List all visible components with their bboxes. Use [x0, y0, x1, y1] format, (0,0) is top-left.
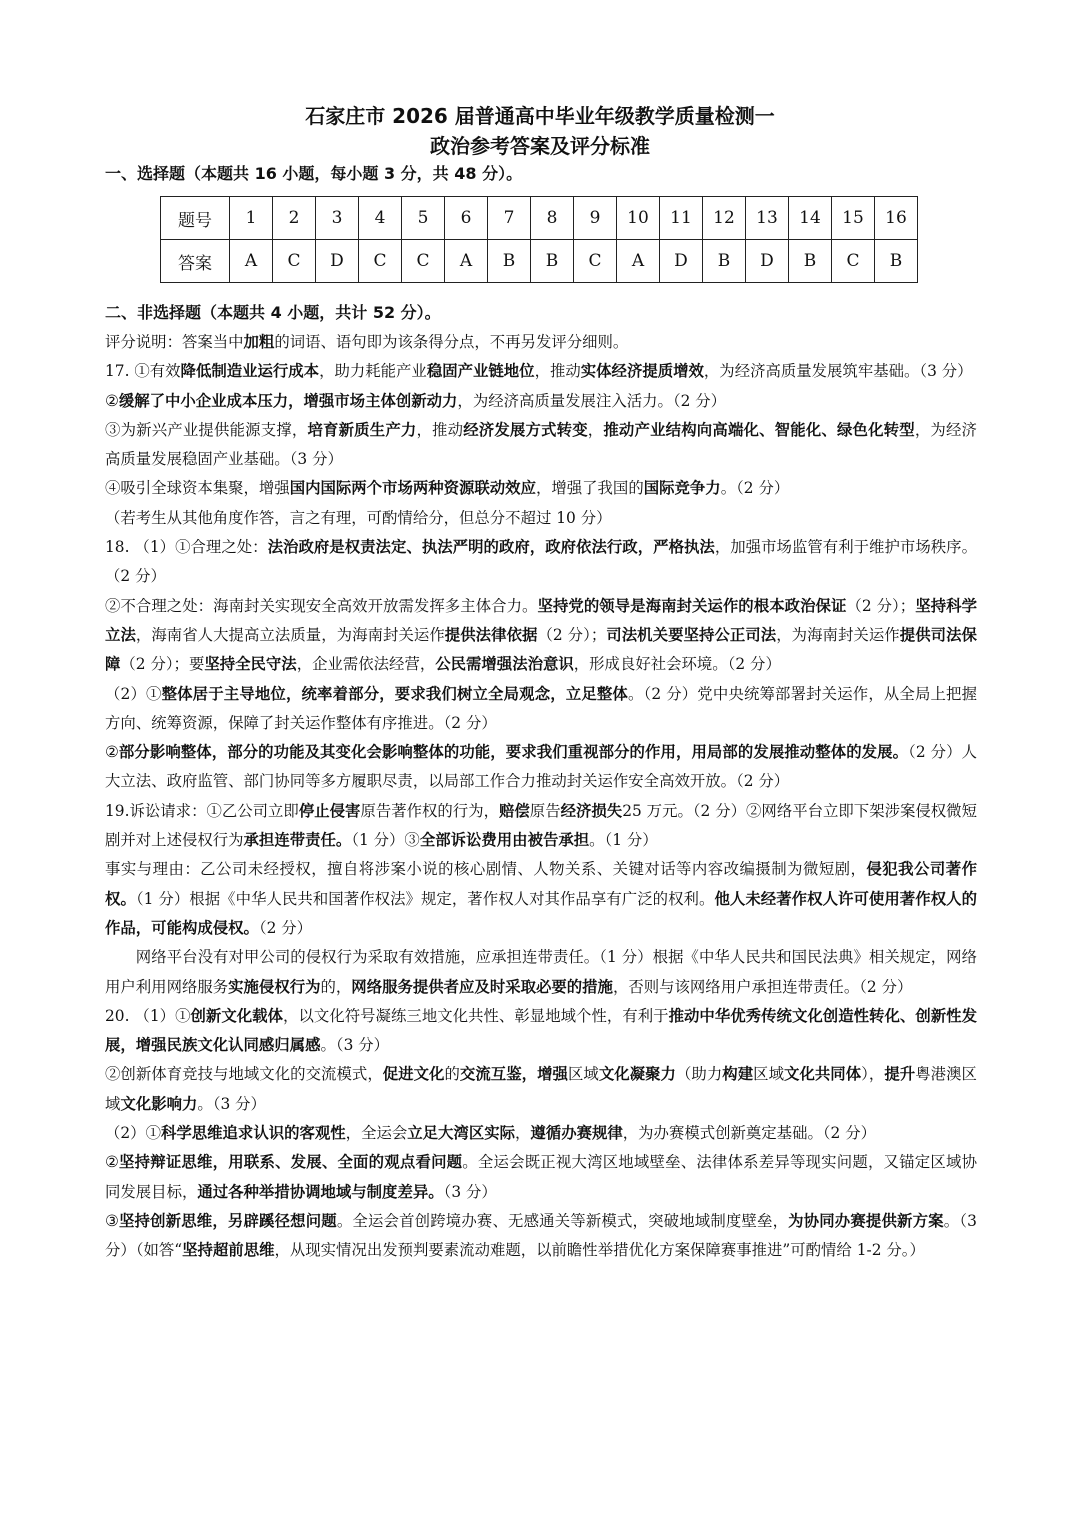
answer-text: ④吸引全球资本集聚，增强	[105, 479, 290, 498]
answer-cell: A	[230, 240, 273, 283]
answer-text: 20. （1）①	[105, 1006, 191, 1025]
answer-paragraph	[105, 680, 977, 739]
answer-text: （1 分）根据《中华人民共和国著作权法》规定，著作权人对其作品享有广泛的权利。	[135, 889, 715, 908]
answer-paragraph	[105, 797, 977, 856]
key-point-text: 交流互鉴，增强	[459, 1065, 568, 1084]
question-number-cell: 16	[875, 197, 918, 240]
section-heading-nonchoice: 二、非选择题（本题共 4 小题，共计 52 分）。	[105, 303, 441, 322]
answer-paragraph	[105, 357, 977, 386]
question-number-cell: 9	[574, 197, 617, 240]
answer-cell: D	[660, 240, 703, 283]
answer-paragraph	[105, 504, 977, 533]
answer-text: 的，	[320, 977, 352, 996]
answer-text: ②	[105, 1153, 120, 1172]
answer-paragraph	[105, 387, 977, 416]
answer-text: ②	[105, 743, 119, 762]
question-number-cell: 8	[531, 197, 574, 240]
key-point-text: 坚持党的领导是海南封关运作的根本政治保证	[537, 596, 847, 615]
answer-text: （助力	[675, 1065, 723, 1084]
key-point-text: 侵犯我公司著作权。	[105, 860, 977, 908]
answer-text: ），	[861, 1065, 885, 1084]
answer-text: ②	[105, 391, 119, 410]
key-point-text: 坚持超前思维	[182, 1241, 275, 1260]
answer-text: ，为办赛模式创新奠定基础。（2 分）	[622, 1124, 877, 1143]
answer-text: 。（2 分）党中央统筹部署封关运作，从全局上把握方向、统筹资源，保障了封关运作整体有序推进。（2 分）	[105, 684, 977, 732]
answer-text: 。全运会首创跨境办赛、无感通关等新模式，突破地域制度壁垒，	[336, 1211, 789, 1230]
key-point-text: 培育新质生产力	[307, 420, 417, 439]
answer-text: ③为新兴产业提供能源支撑，	[105, 420, 308, 439]
question-number-cell: 13	[746, 197, 789, 240]
answer-text: 18. （1）①合理之处：	[105, 538, 268, 557]
key-point-text: 文化影响力	[120, 1094, 198, 1113]
answer-text: ，	[587, 420, 604, 439]
question-number-cell: 15	[832, 197, 875, 240]
key-point-text: 法治政府是权责法定、执法严明的政府，政府依法行政，严格执法	[267, 538, 715, 557]
answer-text: 的	[444, 1065, 460, 1084]
answer-text: 17. ①有效	[105, 362, 181, 381]
answer-paragraph	[105, 738, 977, 797]
answer-text: 区域	[567, 1065, 599, 1084]
key-point-text: 国际竞争力	[643, 479, 721, 498]
key-point-text: 文化凝聚力	[598, 1065, 676, 1084]
answer-text: 。（3 分）	[197, 1094, 266, 1113]
question-number-cell: 6	[445, 197, 488, 240]
answer-text: ，为经济高质量发展注入活力。（2 分）	[457, 391, 727, 410]
answer-cell: C	[832, 240, 875, 283]
answer-text: 评分说明：答案当中	[105, 333, 244, 351]
answer-text: ，推动	[534, 362, 581, 381]
key-point-text: 降低制造业运行成本	[180, 362, 320, 381]
key-point-text: 立足大湾区实际	[407, 1124, 515, 1143]
answer-text: 。（3 分）	[320, 1036, 390, 1055]
answer-cell: C	[273, 240, 316, 283]
answer-paragraph	[105, 474, 977, 503]
answer-text: （3 分）	[443, 1182, 497, 1201]
key-point-text: 整体居于主导地位，统率着部分，要求我们树立全局观念，立足整体	[161, 684, 628, 703]
question-number-cell: 7	[488, 197, 531, 240]
answer-paragraph	[105, 1060, 977, 1119]
answer-text: ，	[515, 1124, 531, 1143]
answer-text: 的词语、语句即为该条得分点，不再另发评分细则。	[274, 333, 629, 351]
answer-text: ，为经济高质量发展筑牢基础。（3 分）	[703, 362, 973, 381]
answer-text: 。全运会既正视大湾区地域壁垒、法律体系差异等现实问题，又锚定区域协同发展目标，	[105, 1153, 977, 1201]
key-point-text: 推动中华优秀传统文化创造性转化、创新性发展，增强民族文化认同感归属感	[105, 1006, 977, 1055]
answer-cell: C	[402, 240, 445, 283]
answer-paragraph	[105, 328, 977, 357]
answer-cell: A	[617, 240, 660, 283]
answer-paragraph	[105, 943, 977, 1002]
answer-cell: C	[359, 240, 402, 283]
key-point-text: 坚持创新思维，另辟蹊径想问题	[118, 1211, 337, 1230]
answer-text: ，从现实情况出发预判要素流动难题，以前瞻性举措优化方案保障赛事推进”可酌情给 1-2 分。）	[274, 1241, 925, 1260]
key-point-text: 促进文化	[382, 1065, 445, 1084]
answer-cell: B	[703, 240, 746, 283]
answer-text: 区域	[753, 1065, 785, 1084]
key-point-text: 遵循办赛规律	[530, 1124, 623, 1143]
answer-paragraph	[105, 855, 977, 943]
answer-text: ，为海南封关运作	[776, 625, 900, 644]
key-point-text: 实施侵权行为	[228, 977, 321, 996]
answer-text: ③	[105, 1211, 119, 1230]
key-point-text: 国内国际两个市场两种资源联动效应	[289, 479, 536, 498]
key-point-text: 创新文化载体	[190, 1006, 284, 1025]
answer-text: （2 分）；	[537, 625, 607, 644]
key-point-text: 推动产业结构向高端化、智能化、绿色化转型	[603, 420, 915, 439]
answer-text: （2）①	[105, 1124, 161, 1143]
answer-text: 。（2 分）	[720, 479, 790, 498]
answer-paragraph	[105, 1002, 977, 1061]
answer-text: ，为经济高质量发展稳固产业基础。（3 分）	[105, 420, 977, 469]
answer-cell: C	[574, 240, 617, 283]
answer-text: 原告著作权的行为，	[360, 801, 499, 820]
key-point-text: 坚持辩证思维，用联系、发展、全面的观点看问题	[119, 1153, 463, 1172]
answer-text: 网络平台没有对甲公司的侵权行为采取有效措施，应承担连带责任。（1 分）根据《中华人民共和国民法典》相关规定，网络用户利用网络服务	[105, 948, 977, 996]
answer-text: 粤港澳区域	[105, 1065, 977, 1113]
key-point-text: 坚持全民守法	[204, 655, 297, 674]
key-point-text: 缓解了中小企业成本压力，增强市场主体创新动力	[118, 391, 458, 410]
answer-text: （2 分）；	[846, 596, 916, 615]
answer-text: （2 分）；要	[120, 655, 205, 674]
key-point-text: 赔偿	[499, 801, 530, 820]
key-point-text: 司法机关要坚持公正司法	[606, 625, 777, 644]
section-heading-choice: 一、选择题（本题共 16 小题，每小题 3 分，共 48 分）。	[105, 164, 523, 183]
answer-table	[160, 196, 918, 283]
answer-text: ，形成良好社会环境。（2 分）	[573, 655, 781, 674]
answer-text: ，推动	[416, 420, 464, 439]
answer-paragraph	[105, 1207, 977, 1266]
answer-cell: B	[531, 240, 574, 283]
row-label-question: 题号	[161, 197, 230, 240]
answer-cell: A	[445, 240, 488, 283]
answer-text: （2 分）人大立法、政府监管、部门协同等多方履职尽责，以局部工作合力推动封关运作安全高效开放。（2 分）	[105, 743, 977, 791]
key-point-text: 他人未经著作权人许可使用著作权人的作品，可能构成侵权。	[105, 889, 977, 937]
key-point-text: 承担连带责任。	[243, 831, 352, 850]
question-number-row	[161, 197, 918, 240]
question-number-cell: 3	[316, 197, 359, 240]
key-point-text: 加粗	[243, 333, 275, 351]
answer-text: 19.诉讼请求：①乙公司立即	[105, 801, 299, 820]
answer-text: ，否则与该网络用户承担连带责任。（2 分）	[612, 977, 913, 996]
key-point-text: 稳固产业链地位	[426, 362, 535, 381]
key-point-text: 停止侵害	[298, 801, 361, 820]
answer-text: ，以文化符号凝练三地文化共性、彰显地域个性，有利于	[283, 1006, 669, 1025]
answer-cell: D	[746, 240, 789, 283]
key-point-text: 提供法律依据	[444, 625, 538, 644]
key-point-text: 经济损失	[560, 801, 623, 820]
document-subtitle: 政治参考答案及评分标准	[430, 134, 650, 158]
answer-text: ②不合理之处：海南封关实现安全高效开放需发挥多主体合力。	[105, 596, 538, 615]
key-point-text: 为协同办赛提供新方案	[788, 1211, 944, 1230]
question-number-cell: 1	[230, 197, 273, 240]
answer-text: 事实与理由：乙公司未经授权，擅自将涉案小说的核心剧情、人物关系、关键对话等内容改编摄制为微短剧，	[105, 860, 867, 879]
answer-text: （若考生从其他角度作答，言之有理，可酌情给分，但总分不超过 10 分）	[105, 508, 612, 527]
question-number-cell: 11	[660, 197, 703, 240]
answer-text: ，海南省人大提高立法质量，为海南封关运作	[135, 625, 445, 644]
question-number-cell: 4	[359, 197, 402, 240]
key-point-text: 科学思维追求认识的客观性	[160, 1124, 346, 1143]
answer-text: （2）①	[105, 684, 162, 703]
key-point-text: 提供司法保障	[105, 625, 977, 674]
key-point-text: 经济发展方式转变	[463, 420, 588, 439]
question-number-cell: 12	[703, 197, 746, 240]
question-number-cell: 14	[789, 197, 832, 240]
answer-cell: D	[316, 240, 359, 283]
answer-paragraph	[105, 416, 977, 475]
answer-cell: B	[488, 240, 531, 283]
answer-text: （1 分）③	[351, 831, 420, 850]
key-point-text: 部分影响整体，部分的功能及其变化会影响整体的功能，要求我们重视部分的作用，用局部的发展推动整体的发展。	[118, 743, 909, 762]
answer-cell: B	[789, 240, 832, 283]
row-label-answer: 答案	[161, 240, 230, 283]
answer-text: （2 分）	[258, 918, 313, 937]
key-point-text: 坚持科学立法	[105, 596, 977, 644]
answer-text: ，加强市场监管有利于维护市场秩序。（2 分）	[105, 538, 977, 586]
question-number-cell: 10	[617, 197, 660, 240]
document-title: 石家庄市 2026 届普通高中毕业年级教学质量检测一	[305, 104, 775, 128]
answer-paragraph	[105, 1119, 977, 1148]
answer-text: 25 万元。（2 分）②网络平台立即下架涉案侵权微短剧并对上述侵权行为	[105, 801, 977, 850]
answer-body	[105, 328, 977, 1266]
answer-text: ，助力耗能产业	[319, 362, 427, 381]
answer-cell: B	[875, 240, 918, 283]
answer-text: 原告	[529, 801, 561, 820]
key-point-text: 实体经济提质增效	[580, 362, 704, 381]
answer-row	[161, 240, 918, 283]
key-point-text: 网络服务提供者应及时采取必要的措施	[351, 977, 613, 996]
answer-text: ②创新体育竞技与地域文化的交流模式，	[105, 1065, 383, 1084]
answer-text: ，全运会	[345, 1124, 408, 1143]
key-point-text: 构建	[722, 1065, 754, 1084]
key-point-text: 公民需增强法治意识	[435, 655, 574, 674]
question-number-cell: 5	[402, 197, 445, 240]
answer-text: 。（1 分）	[589, 831, 658, 850]
answer-text: 。（3 分）（如答“	[105, 1211, 977, 1260]
key-point-text: 文化共同体	[784, 1065, 862, 1084]
key-point-text: 全部诉讼费用由被告承担	[419, 831, 590, 850]
answer-paragraph	[105, 533, 977, 592]
key-point-text: 通过各种举措协调地域与制度差异。	[197, 1182, 444, 1201]
answer-paragraph	[105, 592, 977, 680]
answer-text: ，增强了我国的	[535, 479, 644, 498]
key-point-text: 提升	[884, 1065, 916, 1084]
answer-paragraph	[105, 1148, 977, 1207]
question-number-cell: 2	[273, 197, 316, 240]
answer-text: ，企业需依法经营，	[296, 655, 436, 674]
